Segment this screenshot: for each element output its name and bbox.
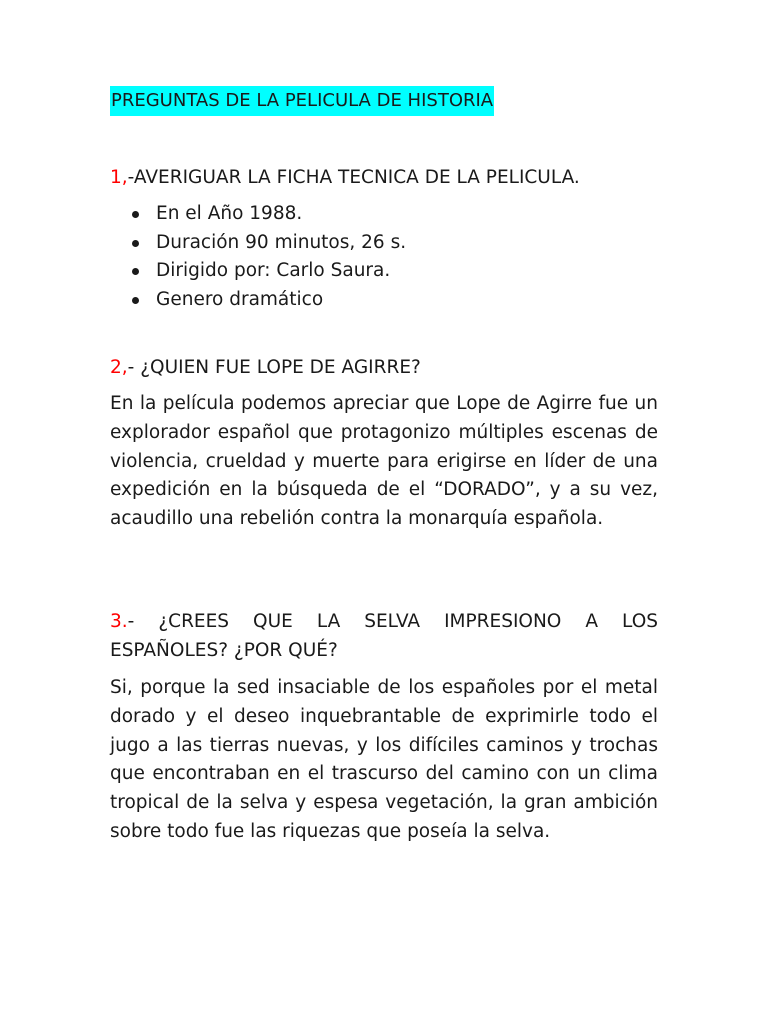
question-3-text-line-1: - ¿CREES QUE LA SELVA IMPRESIONO A LOS xyxy=(127,611,658,632)
list-item xyxy=(110,200,406,229)
list-item-text: Genero dramático xyxy=(156,288,324,310)
bullet-icon xyxy=(132,297,139,304)
question-3-number: 3. xyxy=(110,611,128,632)
question-1-text: -AVERIGUAR LA FICHA TECNICA DE LA PELICULA. xyxy=(127,167,580,188)
list-item-text: Duración 90 minutos, 26 s. xyxy=(156,231,407,253)
question-2-answer: En la película podemos apreciar que Lope de Agirre fue un explorador español que protagonizo múltiples escenas de violencia, crueldad y muerte para erigirse en líder de una expedición en la búsqueda de el “DORADO”, y a su vez, acaudillo una rebelión contra la monarquía española. xyxy=(110,393,658,530)
list-item-text: En el Año 1988. xyxy=(156,203,303,224)
technical-sheet-list xyxy=(110,200,406,314)
bullet-icon xyxy=(132,211,139,218)
list-item-text: Dirigido por: Carlo Saura. xyxy=(156,260,391,281)
document-title: PREGUNTAS DE LA PELICULA DE HISTORIA xyxy=(110,86,494,116)
question-3-heading xyxy=(110,607,658,665)
question-3-line-1 xyxy=(110,607,658,636)
list-item xyxy=(110,229,406,258)
list-item xyxy=(110,257,406,286)
question-2-number: 2, xyxy=(110,357,128,378)
question-3-text-line-2: ESPAÑOLES? ¿POR QUÉ? xyxy=(110,640,338,661)
bullet-icon xyxy=(132,268,139,275)
question-1-number: 1, xyxy=(110,167,128,188)
question-1-heading xyxy=(110,163,658,192)
question-2-text: - ¿QUIEN FUE LOPE DE AGIRRE? xyxy=(127,357,421,378)
list-item xyxy=(110,286,406,315)
question-2-heading xyxy=(110,353,658,382)
bullet-icon xyxy=(132,240,139,247)
question-3-answer: Si, porque la sed insaciable de los españoles por el metal dorado y el deseo inquebrantable de exprimirle todo el jugo a las tierras nuevas, y los difíciles caminos y trochas que encontraban en el trascurso del camino con un clima tropical de la selva y espesa vegetación, la gran ambición sobre todo fue las riquezas que poseía la selva. xyxy=(110,677,658,842)
